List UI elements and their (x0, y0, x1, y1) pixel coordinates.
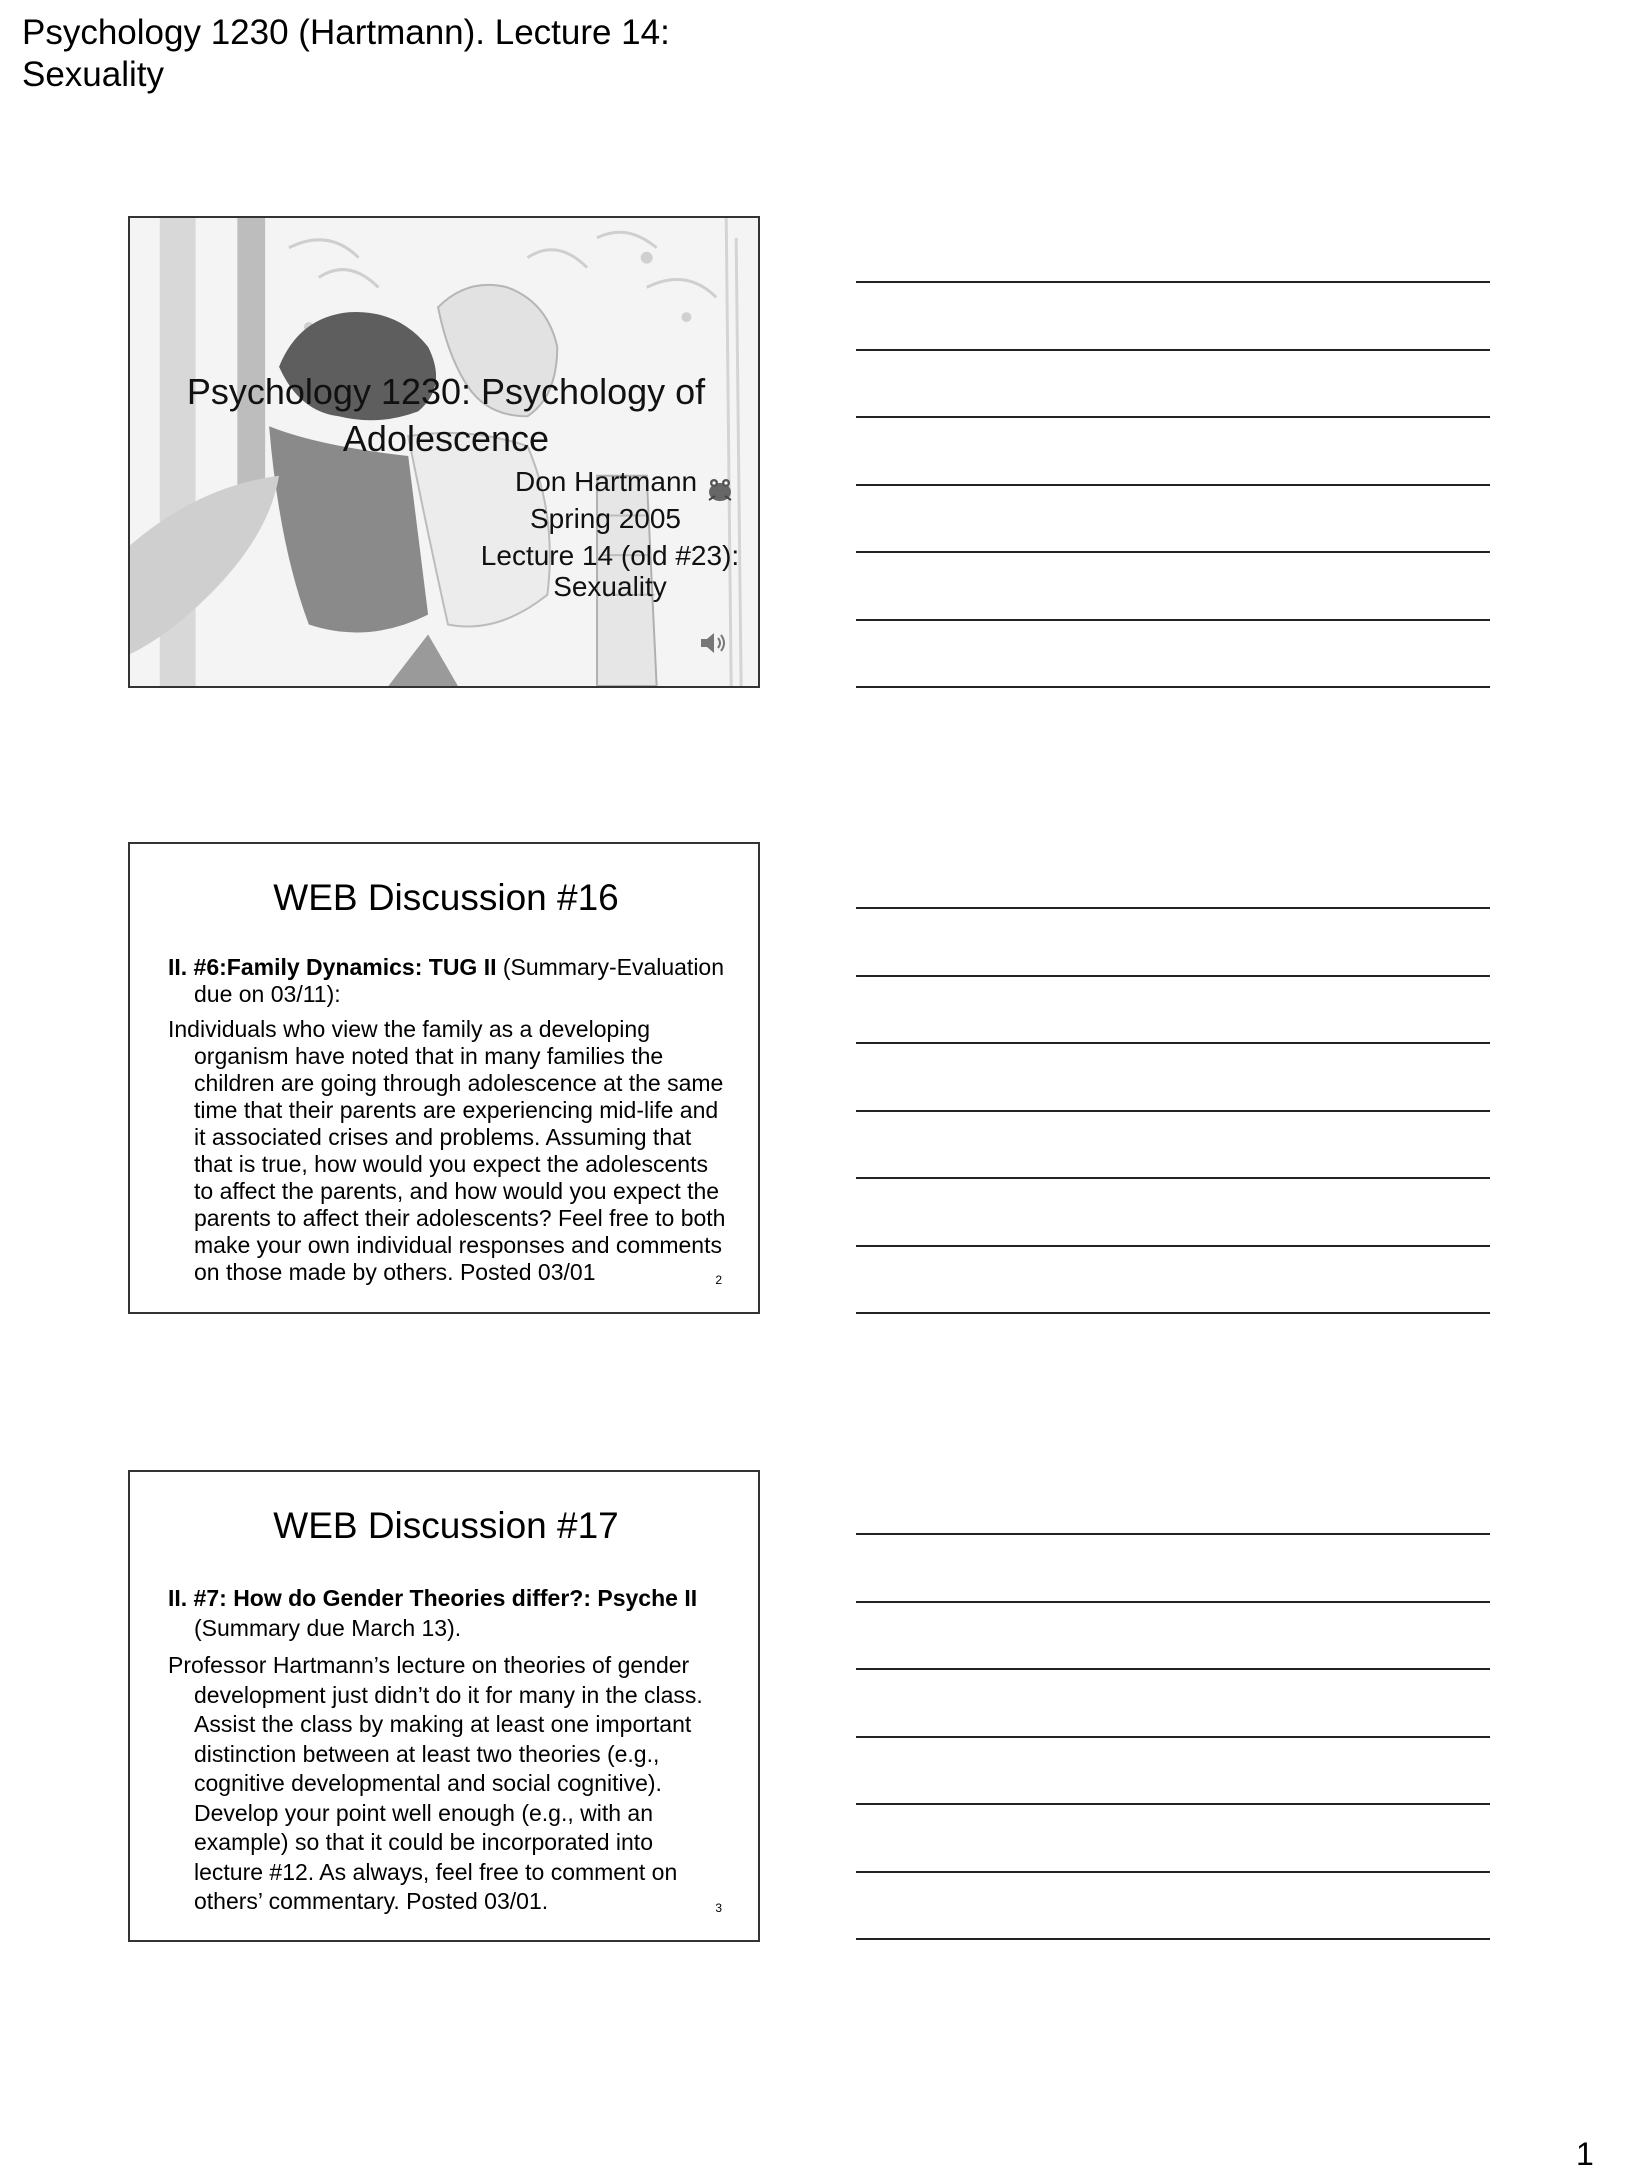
notes-line (856, 281, 1490, 283)
notes-line (856, 975, 1490, 977)
notes-line (856, 1736, 1490, 1738)
slide-2-body (168, 954, 728, 1286)
notes-line (856, 1110, 1490, 1112)
slide-2-number: 2 (715, 1273, 722, 1287)
slide-1-term: Spring 2005 (530, 503, 682, 534)
slide-1-lecture: Lecture 14 (old #23): Sexuality (480, 540, 740, 602)
slide-1-author: Don Hartmann (515, 466, 698, 497)
notes-line (856, 1177, 1490, 1179)
notes-line (856, 484, 1490, 486)
slide-3-title: WEB Discussion #17 (273, 1505, 619, 1546)
notes-line (856, 1533, 1490, 1535)
notes-line (856, 1601, 1490, 1603)
slide-3-body (168, 1584, 728, 1917)
slide-2-paragraph: Individuals who view the family as a developing organism have noted that in many families the children are going through adolescence at the same time that their parents are experiencing mid-life and it associated crises and problems. Assuming that that is true, how would you expect the adolescents to affect the parents, and how would you expect the parents to affect their adolescents? Feel free to both make your own individual responses and comments on those made by others. Posted 03/01 (168, 1016, 726, 1285)
notes-line (856, 1042, 1490, 1044)
notes-line (856, 1871, 1490, 1873)
notes-line (856, 551, 1490, 553)
notes-line (856, 1668, 1490, 1670)
page-number: 1 (1576, 2136, 1594, 2172)
slide-2-web-discussion (128, 842, 760, 1314)
notes-line (856, 1312, 1490, 1314)
notes-line (856, 1938, 1490, 1940)
notes-line (856, 416, 1490, 418)
speaker-icon[interactable] (698, 631, 728, 655)
slide-2-heading (168, 954, 728, 1008)
slide-3-web-discussion (128, 1470, 760, 1942)
page-title: Psychology 1230 (Hartmann). Lecture 14: Sexuality (22, 13, 670, 94)
slide-2-heading-rest: (Summary-Evaluation due on 03/11): (194, 954, 725, 1007)
frog-icon (705, 474, 735, 504)
notes-line (856, 686, 1490, 688)
slide-3-paragraph: Professor Hartmann’s lecture on theories of gender development just didn’t do it for many in the class. Assist the class by making at least one important distinction between at least two theories (e.g., cognitive developmental and social cognitive). Develop your point well enough (e.g., with an example) so that it could be incorporated into lecture #12. As always, feel free to comment on others’ commentary. Posted 03/01. (168, 1652, 703, 1914)
notes-line (856, 349, 1490, 351)
slide-1-title-slide (128, 216, 760, 688)
slide-2-heading-bold: II. #6:Family Dynamics: TUG II (168, 954, 497, 980)
slide-3-heading-rest: (Summary due March 13). (194, 1614, 462, 1641)
slide-3-heading-bold: II. #7: How do Gender Theories differ?: Psyche II (168, 1585, 698, 1611)
slide-3-heading (168, 1584, 728, 1643)
notes-line (856, 907, 1490, 909)
slide-3-number: 3 (715, 1901, 722, 1915)
notes-line (856, 1245, 1490, 1247)
slide-1-title: Psychology 1230: Psychology of Adolescence (186, 371, 706, 459)
notes-line (856, 1803, 1490, 1805)
notes-line (856, 619, 1490, 621)
slide-2-title: WEB Discussion #16 (273, 877, 619, 918)
